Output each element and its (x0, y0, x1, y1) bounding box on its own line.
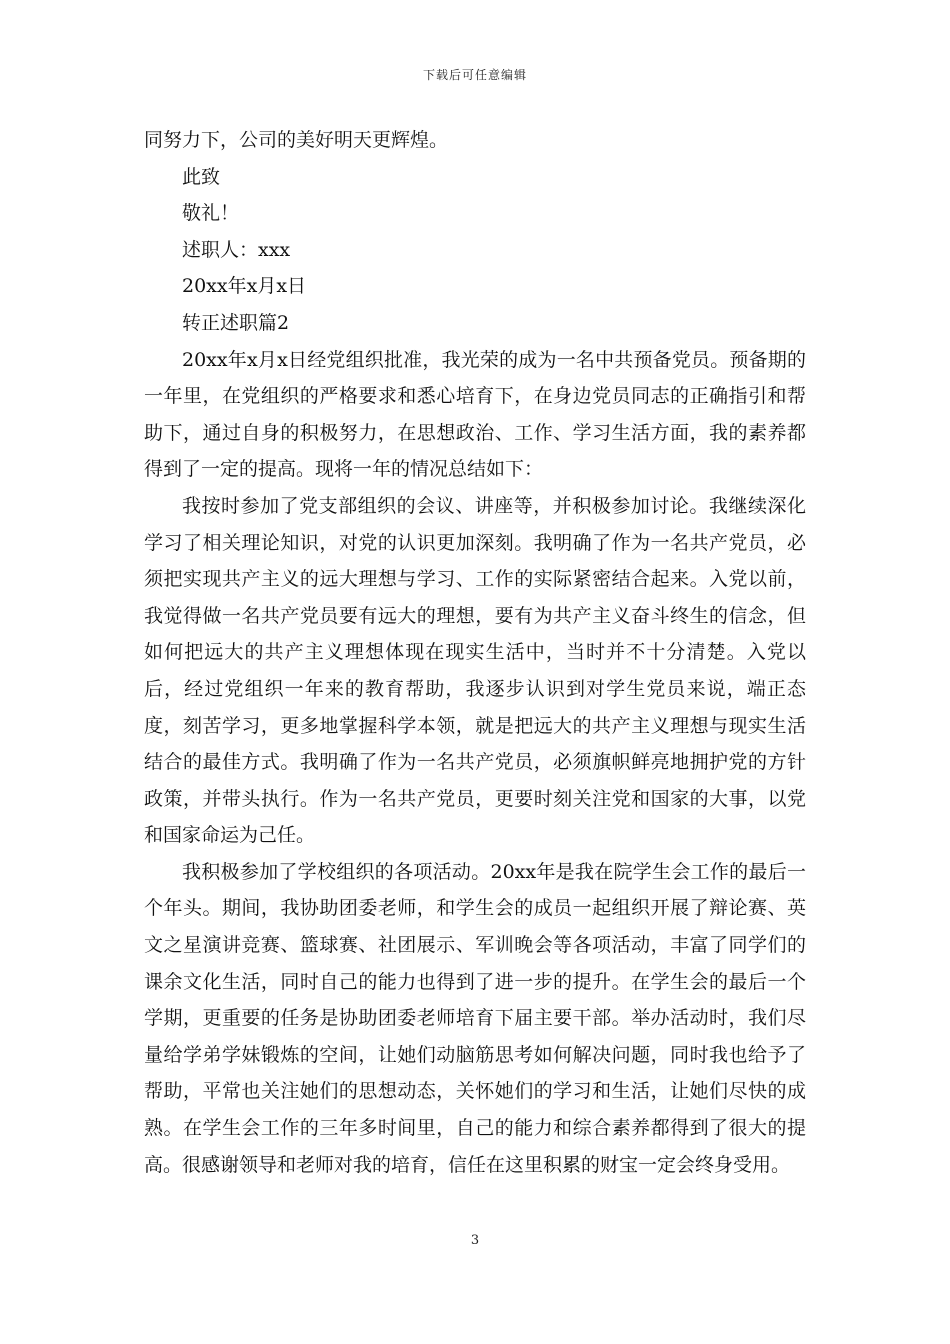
closing-regards: 敬礼！ (182, 202, 240, 225)
continuation-line: 同努力下，公司的美好明天更辉煌。 (144, 129, 449, 151)
paragraph-intro: 20xx年x月x日经党组织批准，我光荣的成为一名中共预备党员。预备期的一年里，在党组织的严格要求和悉心培育下，在身边党员同志的正确指引和帮助下，通过自身的积极努力，在思想政治、工作、学习生活方面，我的素养都得到了一定的提高。现将一年的情况总结如下： (144, 348, 806, 481)
closing-salutation: 此致 (182, 165, 221, 188)
section-title: 转正述职篇2 (182, 311, 290, 334)
reporter-signature: 述职人：xxx (182, 238, 291, 261)
document-date: 20xx年x月x日 (182, 275, 307, 298)
page-number: 3 (470, 1233, 480, 1248)
page-header: 下载后可任意编辑 (422, 68, 527, 82)
paragraph-school-activities: 我积极参加了学校组织的各项活动。20xx年是我在院学生会工作的最后一个年头。期间，我协助团委老师，和学生会的成员一起组织开展了辩论赛、英文之星演讲竞赛、篮球赛、社团展示、军训晚会等各项活动，丰富了同学们的课余文化生活，同时自己的能力也得到了进一步的提升。在学生会的最后一个学期，更重要的任务是协助团委老师培育下届主要干部。举办活动时，我们尽量给学弟学妹锻炼的空间，让她们动脑筋思考如何解决问题，同时我也给予了帮助，平常也关注她们的思想动态，关怀她们的学习和生活，让她们尽快的成熟。在学生会工作的三年多时间里，自己的能力和综合素养都得到了很大的提高。很感谢领导和老师对我的培育，信任在这里积累的财宝一定会终身受用。 (144, 860, 806, 1176)
document-body (144, 122, 806, 1183)
paragraph-party-study: 我按时参加了党支部组织的会议、讲座等，并积极参加讨论。我继续深化学习了相关理论知识，对党的认识更加深刻。我明确了作为一名共产党员，必须把实现共产主义的远大理想与学习、工作的实际紧密结合起来。入党以前，我觉得做一名共产党员要有远大的理想，要有为共产主义奋斗终生的信念，但如何把远大的共产主义理想体现在现实生活中，当时并不十分清楚。入党以后，经过党组织一年来的教育帮助，我逐步认识到对学生党员来说，端正态度，刻苦学习，更多地掌握科学本领，就是把远大的共产主义理想与现实生活结合的最佳方式。我明确了作为一名共产党员，必须旗帜鲜亮地拥护党的方针政策，并带头执行。作为一名共产党员，更要时刻关注党和国家的大事，以党和国家命运为己任。 (144, 494, 806, 847)
